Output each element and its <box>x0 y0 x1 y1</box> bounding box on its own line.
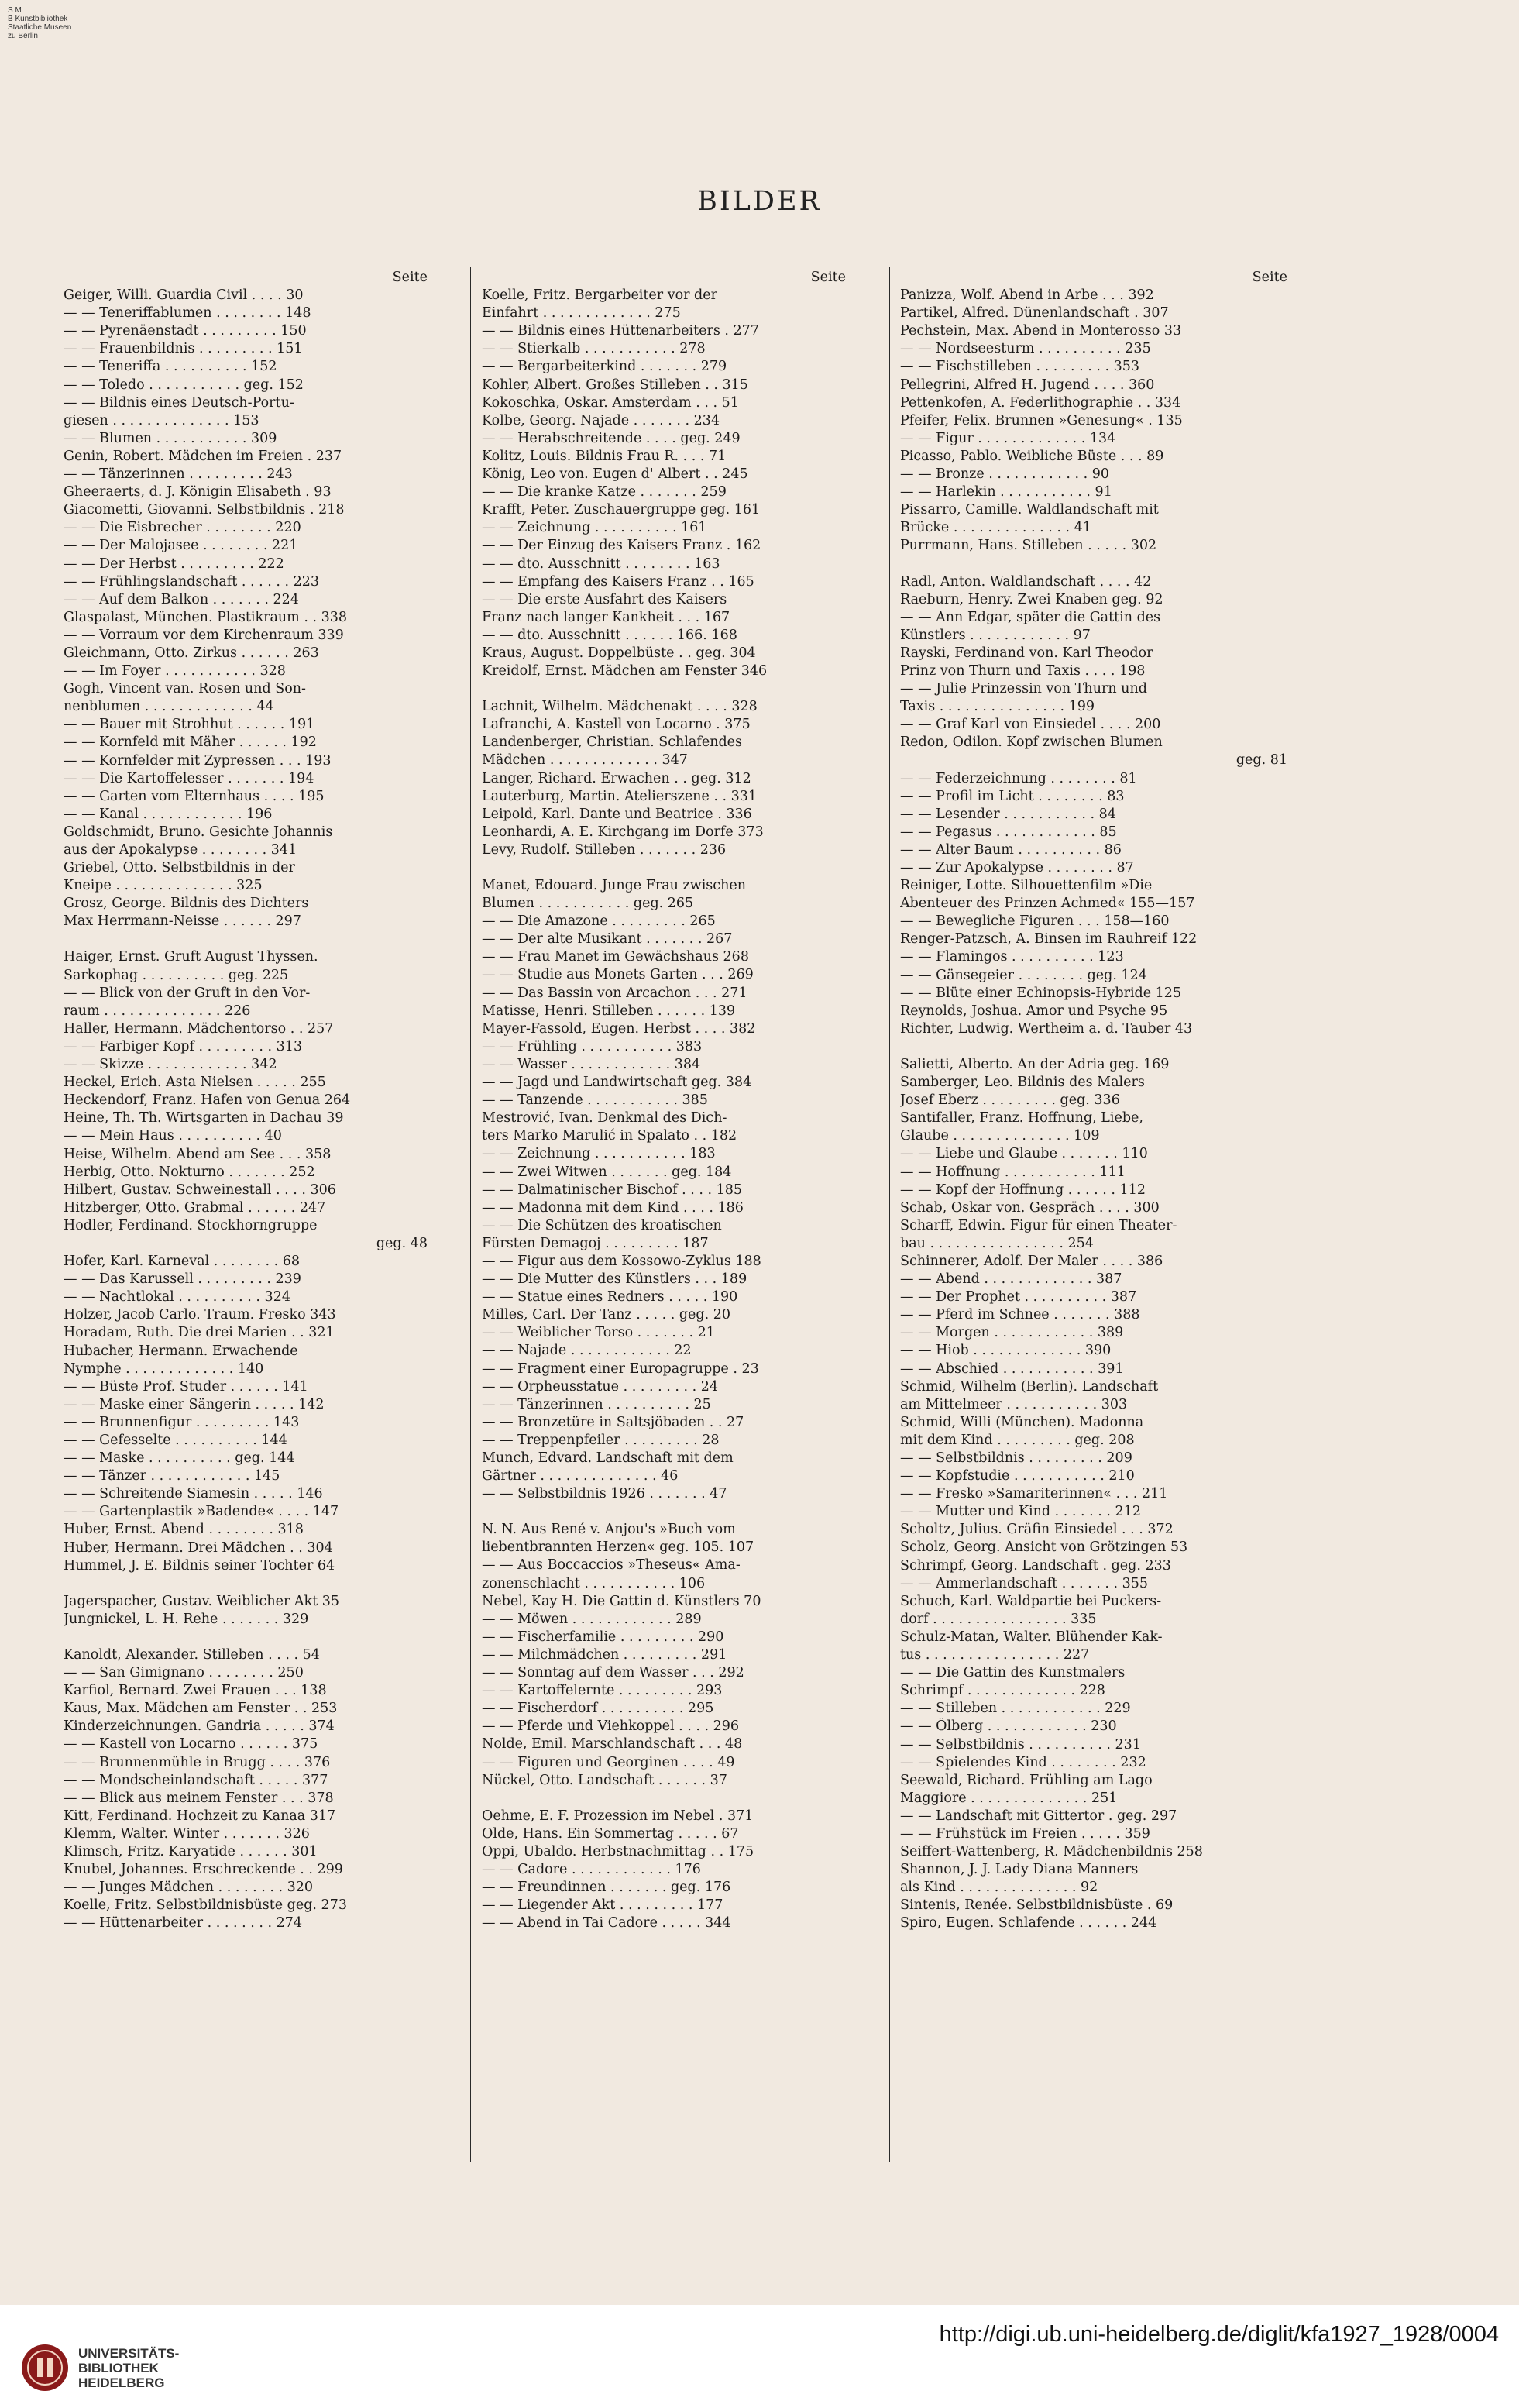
index-entry: — — Liegender Akt . . . . . . . . . 177 <box>482 1897 723 1914</box>
index-entry: — — Pferd im Schnee . . . . . . . 388 <box>900 1307 1140 1323</box>
index-entry: Reiniger, Lotte. Silhouettenfilm »Die <box>900 878 1153 894</box>
logo-line: UNIVERSITÄTS- <box>78 2346 180 2361</box>
index-entry: Lauterburg, Martin. Atelierszene . . 331 <box>482 788 758 804</box>
index-entry: — — Hüttenarbeiter . . . . . . . . 274 <box>64 1915 303 1932</box>
index-entry: — — Tänzerinnen . . . . . . . . . 243 <box>64 466 293 483</box>
index-entry: — — Mein Haus . . . . . . . . . . 40 <box>64 1128 282 1144</box>
index-entry: — — Cadore . . . . . . . . . . . . 176 <box>482 1861 701 1877</box>
index-entry: Max Herrmann-Neisse . . . . . . 297 <box>64 913 301 930</box>
stamp-line: Staatliche Museen <box>8 23 72 32</box>
index-entry: — — Flamingos . . . . . . . . . . 123 <box>900 949 1124 965</box>
index-entry: Schmid, Wilhelm (Berlin). Landschaft <box>900 1378 1159 1395</box>
index-entry: Hodler, Ferdinand. Stockhorngruppe <box>64 1217 318 1233</box>
seite-header: Seite <box>1252 270 1287 285</box>
index-entry: liebentbrannten Herzen« geg. 105. 107 <box>482 1539 754 1556</box>
index-entry: — — Empfang des Kaisers Franz . . 165 <box>482 573 754 590</box>
index-entry: — — Kartoffelernte . . . . . . . . . 293 <box>482 1683 723 1699</box>
index-entry: — — dto. Ausschnitt . . . . . . 166. 168 <box>482 627 737 643</box>
index-entry: — — Blick von der Gruft in den Vor- <box>64 985 311 1001</box>
index-entry: raum . . . . . . . . . . . . . . 226 <box>64 1003 251 1019</box>
index-entry: — — Julie Prinzessin von Thurn und <box>900 681 1147 697</box>
index-entry: Kanoldt, Alexander. Stilleben . . . . 54 <box>64 1646 320 1663</box>
index-entry: Fürsten Demagoj . . . . . . . . . 187 <box>482 1235 709 1251</box>
index-entry: Karfiol, Bernard. Zwei Frauen . . . 138 <box>64 1683 327 1699</box>
index-entry: Heise, Wilhelm. Abend am See . . . 358 <box>64 1146 332 1162</box>
index-entry: Kneipe . . . . . . . . . . . . . . 325 <box>64 878 263 894</box>
index-entry: — — Zur Apokalypse . . . . . . . . 87 <box>900 860 1134 875</box>
index-entry: — — Frühlingslandschaft . . . . . . 223 <box>64 573 320 590</box>
index-entry: Schrimpf . . . . . . . . . . . . . 228 <box>900 1683 1105 1699</box>
index-entry: — — Harlekin . . . . . . . . . . . 91 <box>900 484 1112 501</box>
index-entry: Raeburn, Henry. Zwei Knaben geg. 92 <box>900 591 1163 607</box>
index-entry: — — Stilleben . . . . . . . . . . . . 229 <box>900 1701 1131 1717</box>
index-entry: Munch, Edvard. Landschaft mit dem <box>482 1450 734 1466</box>
index-entry: — — Jagd und Landwirtschaft geg. 384 <box>482 1075 752 1091</box>
index-entry: — — Bauer mit Strohhut . . . . . . 191 <box>64 717 315 733</box>
index-entry: — — Fischerfamilie . . . . . . . . . 290 <box>482 1629 724 1645</box>
index-entry: — — Figur aus dem Kossowo-Zyklus 188 <box>482 1253 761 1269</box>
index-entry: — — Fischerdorf . . . . . . . . . . 295 <box>482 1701 714 1717</box>
index-entry: bau . . . . . . . . . . . . . . . . 254 <box>900 1235 1094 1251</box>
index-entry: — — Der Einzug des Kaisers Franz . 162 <box>482 538 761 554</box>
index-entry: — — Bronzetüre in Saltsjöbaden . . 27 <box>482 1414 744 1430</box>
seite-header: Seite <box>392 270 428 285</box>
index-entry: Rayski, Ferdinand von. Karl Theodor <box>900 645 1153 661</box>
index-entry: — — Tänzerinnen . . . . . . . . . . 25 <box>482 1396 711 1412</box>
index-entry: Haiger, Ernst. Gruft August Thyssen. <box>64 949 318 965</box>
index-entry: geg. 81 <box>1235 752 1287 769</box>
column-divider <box>889 267 890 2162</box>
index-entry: Kohler, Albert. Großes Stilleben . . 315 <box>482 377 748 393</box>
index-entry: Koelle, Fritz. Bergarbeiter vor der <box>482 287 717 304</box>
index-entry: — — San Gimignano . . . . . . . . 250 <box>64 1665 304 1681</box>
index-entry: Lachnit, Wilhelm. Mädchenakt . . . . 328 <box>482 699 758 715</box>
index-entry: — — Alter Baum . . . . . . . . . . 86 <box>900 841 1122 858</box>
index-entry: Hofer, Karl. Karneval . . . . . . . . 68 <box>64 1254 301 1270</box>
index-entry: Schuch, Karl. Waldpartie bei Puckers- <box>900 1593 1162 1609</box>
index-entry: — — Najade . . . . . . . . . . . . 22 <box>482 1343 692 1359</box>
index-entry: Jagerspacher, Gustav. Weiblicher Akt 35 <box>64 1593 339 1609</box>
index-entry: — — Gartenplastik »Badende« . . . . 147 <box>64 1504 339 1520</box>
index-entry: Jungnickel, L. H. Rehe . . . . . . . 329 <box>64 1611 309 1627</box>
index-entry: — — Junges Mädchen . . . . . . . . 320 <box>64 1880 314 1896</box>
index-entry: Gärtner . . . . . . . . . . . . . . 46 <box>482 1468 679 1484</box>
index-entry: N. N. Aus René v. Anjou's »Buch vom <box>482 1522 736 1538</box>
index-entry: Klimsch, Fritz. Karyatide . . . . . . 301 <box>64 1843 318 1859</box>
index-entry: — — Liebe und Glaube . . . . . . . 110 <box>900 1146 1148 1162</box>
index-entry: giesen . . . . . . . . . . . . . . 153 <box>64 412 259 428</box>
index-entry: Leipold, Karl. Dante und Beatrice . 336 <box>482 806 752 822</box>
index-entry: — — Frühling . . . . . . . . . . . 383 <box>482 1038 703 1054</box>
index-entry: Geiger, Willi. Guardia Civil . . . . 30 <box>64 287 304 304</box>
index-entry: — — Die Amazone . . . . . . . . . 265 <box>482 913 716 930</box>
index-entry: Griebel, Otto. Selbstbildnis in der <box>64 860 295 876</box>
index-entry: mit dem Kind . . . . . . . . . geg. 208 <box>900 1432 1135 1448</box>
index-entry: — — Madonna mit dem Kind . . . . 186 <box>482 1199 744 1216</box>
index-entry: als Kind . . . . . . . . . . . . . . 92 <box>900 1880 1098 1896</box>
index-entry: Giacometti, Giovanni. Selbstbildnis . 218 <box>64 502 345 518</box>
index-entry: — — Milchmädchen . . . . . . . . . 291 <box>482 1646 727 1663</box>
index-entry: — — Frühstück im Freien . . . . . 359 <box>900 1825 1150 1842</box>
index-entry: Salietti, Alberto. An der Adria geg. 169 <box>900 1056 1170 1072</box>
viewer-footer <box>0 2305 1519 2408</box>
university-library-logo[interactable] <box>20 2343 180 2394</box>
index-entry: — — Der alte Musikant . . . . . . . 267 <box>482 931 733 948</box>
index-entry: — — Dalmatinischer Bischof . . . . 185 <box>482 1182 743 1198</box>
index-entry: Kreidolf, Ernst. Mädchen am Fenster 346 <box>482 663 768 679</box>
index-entry: Kraus, August. Doppelbüste . . geg. 304 <box>482 645 756 661</box>
index-entry: Krafft, Peter. Zuschauergruppe geg. 161 <box>482 502 761 518</box>
index-entry: nenblumen . . . . . . . . . . . . . 44 <box>64 699 274 715</box>
index-column-2 <box>482 269 846 2159</box>
index-entry: — — Toledo . . . . . . . . . . . geg. 152 <box>64 377 304 393</box>
index-entry: Spiro, Eugen. Schlafende . . . . . . 244 <box>900 1915 1157 1932</box>
index-entry: — — dto. Ausschnitt . . . . . . . . 163 <box>482 556 720 572</box>
index-entry: — — Im Foyer . . . . . . . . . . . 328 <box>64 663 286 679</box>
index-entry: Panizza, Wolf. Abend in Arbe . . . 392 <box>900 287 1154 304</box>
index-entry: Santifaller, Franz. Hoffnung, Liebe, <box>900 1110 1143 1127</box>
index-entry: Josef Eberz . . . . . . . . . geg. 336 <box>900 1092 1120 1109</box>
stamp-line: B Kunstbibliothek <box>8 15 68 23</box>
index-entry: — — Die Schützen des kroatischen <box>482 1217 722 1233</box>
index-entry: — — Abschied . . . . . . . . . . . 391 <box>900 1361 1124 1377</box>
index-entry: — — Der Malojasee . . . . . . . . 221 <box>64 538 298 554</box>
index-entry: Genin, Robert. Mädchen im Freien . 237 <box>64 448 342 464</box>
index-entry: — — Abend in Tai Cadore . . . . . 344 <box>482 1915 731 1932</box>
index-entry: — — Mutter und Kind . . . . . . . 212 <box>900 1504 1141 1520</box>
index-entry: Schulz-Matan, Walter. Blühender Kak- <box>900 1629 1163 1645</box>
index-entry: Pettenkofen, A. Federlithographie . . 334 <box>900 394 1181 411</box>
index-column-3 <box>900 269 1287 2159</box>
index-entry: Holzer, Jacob Carlo. Traum. Fresko 343 <box>64 1307 336 1323</box>
index-entry: zonenschlacht . . . . . . . . . . . 106 <box>482 1575 706 1591</box>
index-entry: Levy, Rudolf. Stilleben . . . . . . . 236 <box>482 841 727 858</box>
page-title: BILDER <box>697 186 822 217</box>
index-entry: — — Kanal . . . . . . . . . . . . 196 <box>64 806 273 822</box>
index-entry: Mädchen . . . . . . . . . . . . . 347 <box>482 752 688 769</box>
library-seal-icon <box>20 2343 70 2393</box>
index-entry: König, Leo von. Eugen d' Albert . . 245 <box>482 466 748 483</box>
index-entry: Landenberger, Christian. Schlafendes <box>482 734 743 751</box>
index-entry: Abenteuer des Prinzen Achmed« 155—157 <box>900 896 1195 912</box>
index-entry: tus . . . . . . . . . . . . . . . . 227 <box>900 1647 1090 1663</box>
index-entry: — — Skizze . . . . . . . . . . . . 342 <box>64 1057 277 1073</box>
index-entry: Knubel, Johannes. Erschreckende . . 299 <box>64 1862 343 1878</box>
index-entry: Seewald, Richard. Frühling am Lago <box>900 1772 1153 1788</box>
index-entry: — — Tänzer . . . . . . . . . . . . 145 <box>64 1468 280 1484</box>
index-entry: Radl, Anton. Waldlandschaft . . . . 42 <box>900 573 1152 590</box>
index-entry: Goldschmidt, Bruno. Gesichte Johannis <box>64 824 333 840</box>
logo-line: HEIDELBERG <box>78 2375 165 2390</box>
index-entry: — — Selbstbildnis 1926 . . . . . . . 47 <box>482 1486 727 1502</box>
index-entry: — — Kastell von Locarno . . . . . . 375 <box>64 1736 318 1753</box>
index-entry: — — Orpheusstatue . . . . . . . . . 24 <box>482 1378 718 1395</box>
index-entry: Gheeraerts, d. J. Königin Elisabeth . 93 <box>64 484 332 501</box>
index-entry: — — Spielendes Kind . . . . . . . . 232 <box>900 1754 1146 1770</box>
index-entry: — — Brunnenfigur . . . . . . . . . 143 <box>64 1414 300 1430</box>
index-entry: Langer, Richard. Erwachen . . geg. 312 <box>482 770 751 786</box>
index-entry: Heckel, Erich. Asta Nielsen . . . . . 255 <box>64 1075 326 1091</box>
index-entry: — — Selbstbildnis . . . . . . . . . . 231 <box>900 1736 1141 1753</box>
index-entry: — — Maske einer Sängerin . . . . . 142 <box>64 1396 325 1412</box>
index-entry: Sintenis, Renée. Selbstbildnisbüste . 69 <box>900 1897 1174 1914</box>
index-entry: Kitt, Ferdinand. Hochzeit zu Kanaa 317 <box>64 1808 336 1824</box>
index-entry: Kolitz, Louis. Bildnis Frau R. . . . 71 <box>482 448 727 464</box>
stamp-line: S M <box>8 6 22 15</box>
index-entry: Seiffert-Wattenberg, R. Mädchenbildnis 258 <box>900 1844 1203 1860</box>
column-divider <box>470 267 471 2162</box>
index-entry: — — Frauenbildnis . . . . . . . . . 151 <box>64 341 303 357</box>
index-entry: Renger-Patzsch, A. Binsen im Rauhreif 122 <box>900 931 1198 948</box>
index-entry: — — Bronze . . . . . . . . . . . . 90 <box>900 466 1110 483</box>
index-entry: — — Bergarbeiterkind . . . . . . . 279 <box>482 359 727 375</box>
index-entry: Blumen . . . . . . . . . . . geg. 265 <box>482 896 694 912</box>
index-entry: Kolbe, Georg. Najade . . . . . . . 234 <box>482 412 720 428</box>
index-entry: Prinz von Thurn und Taxis . . . . 198 <box>900 662 1146 679</box>
index-entry: Horadam, Ruth. Die drei Marien . . 321 <box>64 1325 335 1341</box>
index-entry: — — Morgen . . . . . . . . . . . . 389 <box>900 1325 1124 1341</box>
index-entry: — — Kopf der Hoffnung . . . . . . 112 <box>900 1182 1146 1198</box>
index-entry: Schrimpf, Georg. Landschaft . geg. 233 <box>900 1557 1171 1574</box>
index-entry: — — Bildnis eines Deutsch-Portu- <box>64 394 294 411</box>
index-entry: — — Statue eines Redners . . . . . 190 <box>482 1289 738 1305</box>
index-entry: Klemm, Walter. Winter . . . . . . . 326 <box>64 1825 310 1842</box>
index-entry: — — Pegasus . . . . . . . . . . . . 85 <box>900 824 1117 840</box>
index-entry: Künstlers . . . . . . . . . . . . 97 <box>900 627 1091 643</box>
index-entry: ters Marko Marulić in Spalato . . 182 <box>482 1128 737 1144</box>
index-entry: Einfahrt . . . . . . . . . . . . . 275 <box>482 305 681 322</box>
index-entry: Taxis . . . . . . . . . . . . . . . 199 <box>900 699 1095 715</box>
index-entry: Reynolds, Joshua. Amor und Psyche 95 <box>900 1003 1168 1019</box>
index-entry: — — Nordseesturm . . . . . . . . . . 235 <box>900 341 1151 357</box>
index-entry: Partikel, Alfred. Dünenlandschaft . 307 <box>900 305 1169 322</box>
index-entry: Manet, Edouard. Junge Frau zwischen <box>482 878 746 893</box>
index-entry: Kokoschka, Oskar. Amsterdam . . . 51 <box>482 394 739 411</box>
index-entry: — — Das Karussell . . . . . . . . . 239 <box>64 1271 301 1288</box>
index-entry: — — Bewegliche Figuren . . . 158—160 <box>900 913 1170 930</box>
index-entry: Nolde, Emil. Marschlandschaft . . . 48 <box>482 1736 743 1753</box>
index-entry: — — Wasser . . . . . . . . . . . . 384 <box>482 1056 701 1072</box>
index-entry: — — Ann Edgar, später die Gattin des <box>900 609 1161 625</box>
index-entry: Scharff, Edwin. Figur für einen Theater- <box>900 1217 1177 1233</box>
index-entry: — — Maske . . . . . . . . . . geg. 144 <box>64 1450 295 1467</box>
index-entry: — — Studie aus Monets Garten . . . 269 <box>482 967 754 983</box>
index-entry: — — Nachtlokal . . . . . . . . . . 324 <box>64 1289 290 1305</box>
index-entry: Kaus, Max. Mädchen am Fenster . . 253 <box>64 1701 338 1717</box>
index-entry: Pellegrini, Alfred H. Jugend . . . . 360 <box>900 377 1155 393</box>
index-entry: — — Graf Karl von Einsiedel . . . . 200 <box>900 717 1161 733</box>
index-entry: Pechstein, Max. Abend in Monterosso 33 <box>900 323 1182 339</box>
index-entry: Heckendorf, Franz. Hafen von Genua 264 <box>64 1092 351 1109</box>
index-entry: — — Kopfstudie . . . . . . . . . . . 210 <box>900 1468 1135 1484</box>
index-entry: Brücke . . . . . . . . . . . . . . 41 <box>900 520 1091 536</box>
index-entry: Schinnerer, Adolf. Der Maler . . . . 386 <box>900 1253 1163 1269</box>
index-entry: Shannon, J. J. Lady Diana Manners <box>900 1862 1139 1878</box>
index-entry: Scholtz, Julius. Gräfin Einsiedel . . . 372 <box>900 1522 1174 1538</box>
index-entry: — — Blüte einer Echinopsis-Hybride 125 <box>900 985 1182 1001</box>
index-entry: Hummel, J. E. Bildnis seiner Tochter 64 <box>64 1557 335 1574</box>
stamp-line: zu Berlin <box>8 32 38 40</box>
index-entry: Franz nach langer Kankheit . . . 167 <box>482 609 730 625</box>
index-column-1 <box>64 269 428 2159</box>
index-entry: Redon, Odilon. Kopf zwischen Blumen <box>900 734 1163 751</box>
index-entry: Koelle, Fritz. Selbstbildnisbüste geg. 273 <box>64 1897 347 1914</box>
index-entry: — — Tanzende . . . . . . . . . . . 385 <box>482 1092 708 1109</box>
index-entry: Picasso, Pablo. Weibliche Büste . . . 89 <box>900 448 1164 464</box>
index-entry: Kinderzeichnungen. Gandria . . . . . 374 <box>64 1718 335 1735</box>
library-stamp <box>8 6 108 40</box>
index-entry: — — Kornfelder mit Zypressen . . . 193 <box>64 752 332 769</box>
index-entry: — — Der Prophet . . . . . . . . . . 387 <box>900 1289 1137 1305</box>
index-entry: — — Teneriffa . . . . . . . . . . 152 <box>64 359 277 375</box>
index-entry: Glaube . . . . . . . . . . . . . . 109 <box>900 1128 1100 1144</box>
index-entry: — — Fischstilleben . . . . . . . . . 353 <box>900 359 1140 375</box>
index-entry: aus der Apokalypse . . . . . . . . 341 <box>64 842 297 858</box>
index-entry: Purrmann, Hans. Stilleben . . . . . 302 <box>900 538 1157 554</box>
index-entry: Haller, Hermann. Mädchentorso . . 257 <box>64 1020 334 1037</box>
index-entry: Pissarro, Camille. Waldlandschaft mit <box>900 502 1159 518</box>
index-entry: — — Ölberg . . . . . . . . . . . . 230 <box>900 1718 1117 1735</box>
index-entry: Hubacher, Hermann. Erwachende <box>64 1343 298 1359</box>
index-entry: — — Die erste Ausfahrt des Kaisers <box>482 591 727 607</box>
index-entry: — — Schreitende Siamesin . . . . . 146 <box>64 1486 323 1502</box>
index-entry: Mayer-Fassold, Eugen. Herbst . . . . 382 <box>482 1020 756 1037</box>
index-entry: Gogh, Vincent van. Rosen und Son- <box>64 681 306 697</box>
index-entry: — — Brunnenmühle in Brugg . . . . 376 <box>64 1754 331 1770</box>
index-entry: Leonhardi, A. E. Kirchgang im Dorfe 373 <box>482 824 764 840</box>
index-entry: — — Garten vom Elternhaus . . . . 195 <box>64 788 325 804</box>
index-entry: Herbig, Otto. Nokturno . . . . . . . 252 <box>64 1164 315 1180</box>
index-entry: Grosz, George. Bildnis des Dichters <box>64 896 309 912</box>
index-entry: Nückel, Otto. Landschaft . . . . . . 37 <box>482 1772 727 1788</box>
index-entry: — — Federzeichnung . . . . . . . . 81 <box>900 770 1137 786</box>
index-entry: — — Aus Boccaccios »Theseus« Ama- <box>482 1557 741 1574</box>
index-entry: — — Möwen . . . . . . . . . . . . 289 <box>482 1611 702 1627</box>
index-entry: — — Bildnis eines Hüttenarbeiters . 277 <box>482 323 759 339</box>
index-entry: Samberger, Leo. Bildnis des Malers <box>900 1075 1145 1091</box>
index-entry: — — Mondscheinlandschaft . . . . . 377 <box>64 1772 328 1788</box>
index-entry: — — Blumen . . . . . . . . . . . 309 <box>64 430 277 446</box>
index-entry: — — Ammerlandschaft . . . . . . . 355 <box>900 1575 1149 1591</box>
index-entry: Oppi, Ubaldo. Herbstnachmittag . . 175 <box>482 1843 754 1859</box>
index-entry: Sarkophag . . . . . . . . . . geg. 225 <box>64 967 289 983</box>
index-entry: — — Blick aus meinem Fenster . . . 378 <box>64 1790 334 1806</box>
index-entry: Schab, Oskar von. Gespräch . . . . 300 <box>900 1199 1160 1216</box>
index-entry: — — Vorraum vor dem Kirchenraum 339 <box>64 627 344 643</box>
index-entry: — — Die Mutter des Künstlers . . . 189 <box>482 1271 747 1288</box>
seite-header: Seite <box>810 270 846 285</box>
index-entry: Milles, Carl. Der Tanz . . . . . geg. 20 <box>482 1307 730 1323</box>
index-entry: Huber, Hermann. Drei Mädchen . . 304 <box>64 1539 333 1556</box>
index-entry: Scholz, Georg. Ansicht von Grötzingen 53 <box>900 1539 1188 1556</box>
index-entry: Gleichmann, Otto. Zirkus . . . . . . 263 <box>64 645 319 661</box>
index-entry: Schmid, Willi (München). Madonna <box>900 1414 1144 1430</box>
index-entry: Richter, Ludwig. Wertheim a. d. Tauber 43 <box>900 1020 1193 1037</box>
index-entry: — — Herabschreitende . . . . geg. 249 <box>482 430 741 446</box>
index-entry: — — Auf dem Balkon . . . . . . . 224 <box>64 591 299 607</box>
index-entry: — — Figuren und Georginen . . . . 49 <box>482 1754 735 1770</box>
index-entry: — — Zeichnung . . . . . . . . . . 161 <box>482 520 707 536</box>
index-entry: Huber, Ernst. Abend . . . . . . . . 318 <box>64 1522 304 1538</box>
index-entry: — — Landschaft mit Gittertor . geg. 297 <box>900 1808 1177 1824</box>
index-entry: — — Die Kartoffelesser . . . . . . . 194 <box>64 770 314 786</box>
index-entry: — — Gänsegeier . . . . . . . . geg. 124 <box>900 967 1147 983</box>
index-entry: dorf . . . . . . . . . . . . . . . . 335 <box>900 1611 1097 1627</box>
index-entry: — — Das Bassin von Arcachon . . . 271 <box>482 985 747 1001</box>
index-entry: — — Fresko »Samariterinnen« . . . 211 <box>900 1486 1168 1502</box>
index-entry: Nebel, Kay H. Die Gattin d. Künstlers 70 <box>482 1593 761 1609</box>
index-entry: — — Weiblicher Torso . . . . . . . 21 <box>482 1325 715 1341</box>
index-entry: — — Farbiger Kopf . . . . . . . . . 313 <box>64 1038 303 1054</box>
logo-line: BIBLIOTHEK <box>78 2361 159 2375</box>
index-entry: Hitzberger, Otto. Grabmal . . . . . . 247 <box>64 1199 326 1216</box>
index-entry: — — Gefesselte . . . . . . . . . . 144 <box>64 1433 287 1448</box>
index-entry: — — Sonntag auf dem Wasser . . . 292 <box>482 1665 744 1681</box>
index-entry: — — Abend . . . . . . . . . . . . . 387 <box>900 1271 1122 1288</box>
index-entry: Oehme, E. F. Prozession im Nebel . 371 <box>482 1808 754 1824</box>
logo-text <box>78 2346 179 2390</box>
index-entry: geg. 48 <box>376 1235 428 1251</box>
index-entry: Nymphe . . . . . . . . . . . . . 140 <box>64 1361 264 1377</box>
index-entry: — — Figur . . . . . . . . . . . . . 134 <box>900 430 1116 446</box>
index-entry: am Mittelmeer . . . . . . . . . . . 303 <box>900 1396 1128 1412</box>
index-entry: — — Freundinnen . . . . . . . geg. 176 <box>482 1880 731 1896</box>
index-entry: Mestrović, Ivan. Denkmal des Dich- <box>482 1110 727 1127</box>
index-entry: — — Pyrenäenstadt . . . . . . . . . 150 <box>64 323 307 339</box>
index-entry: — — Selbstbildnis . . . . . . . . . 209 <box>900 1450 1132 1466</box>
index-entry: Hilbert, Gustav. Schweinestall . . . . 306 <box>64 1182 336 1198</box>
permalink-url[interactable]: http://digi.ub.uni-heidelberg.de/diglit/kfa1927_1928/0004 <box>939 2322 1499 2347</box>
index-entry: Glaspalast, München. Plastikraum . . 338 <box>64 609 347 625</box>
index-entry: — — Die Eisbrecher . . . . . . . . 220 <box>64 520 301 536</box>
index-entry: — — Zwei Witwen . . . . . . . geg. 184 <box>482 1164 732 1180</box>
index-entry: — — Treppenpfeiler . . . . . . . . . 28 <box>482 1432 720 1448</box>
index-entry: — — Teneriffablumen . . . . . . . . 148 <box>64 305 311 322</box>
index-entry: Pfeifer, Felix. Brunnen »Genesung« . 135 <box>900 412 1183 428</box>
index-entry: — — Die Gattin des Kunstmalers <box>900 1665 1126 1681</box>
index-entry: Matisse, Henri. Stilleben . . . . . . 139 <box>482 1003 736 1019</box>
index-entry: — — Profil im Licht . . . . . . . . 83 <box>900 788 1125 804</box>
index-entry: — — Büste Prof. Studer . . . . . . 141 <box>64 1378 308 1395</box>
index-entry: — — Hoffnung . . . . . . . . . . . 111 <box>900 1164 1126 1180</box>
index-entry: — — Lesender . . . . . . . . . . . 84 <box>900 806 1116 822</box>
index-entry: Lafranchi, A. Kastell von Locarno . 375 <box>482 717 751 733</box>
index-entry: Maggiore . . . . . . . . . . . . . . 251 <box>900 1790 1118 1806</box>
index-entry: — — Fragment einer Europagruppe . 23 <box>482 1361 759 1377</box>
index-entry: — — Frau Manet im Gewächshaus 268 <box>482 949 749 965</box>
index-entry: — — Stierkalb . . . . . . . . . . . 278 <box>482 341 706 357</box>
index-entry: — — Der Herbst . . . . . . . . . 222 <box>64 556 284 572</box>
index-entry: — — Kornfeld mit Mäher . . . . . . 192 <box>64 734 317 751</box>
index-entry: — — Zeichnung . . . . . . . . . . . 183 <box>482 1146 716 1162</box>
index-entry: Heine, Th. Th. Wirtsgarten in Dachau 39 <box>64 1110 344 1127</box>
index-entry: — — Die kranke Katze . . . . . . . 259 <box>482 484 727 501</box>
index-entry: — — Pferde und Viehkoppel . . . . 296 <box>482 1718 740 1735</box>
index-entry: — — Hiob . . . . . . . . . . . . . 390 <box>900 1343 1112 1359</box>
index-entry: Olde, Hans. Ein Sommertag . . . . . 67 <box>482 1825 739 1842</box>
